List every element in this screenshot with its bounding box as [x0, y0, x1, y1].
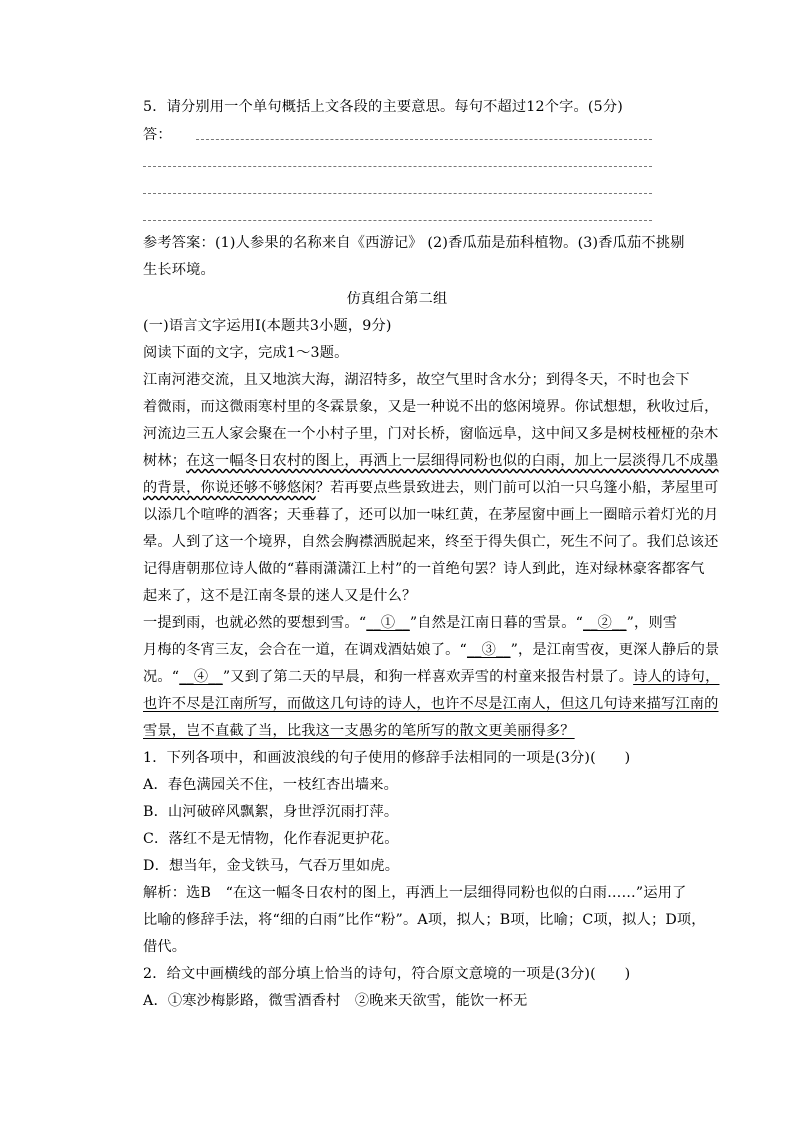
- question-1-option-c: C．落红不是无情物，化作春泥更护花。: [143, 831, 399, 847]
- section-title: 仿真组合第二组: [346, 291, 448, 307]
- answer-line-3: [143, 193, 652, 194]
- question-1-analysis-line: 解析：选B “在这一幅冬日农村的图上，再洒上一层细得同粉也似的白雨……”运用了: [143, 885, 687, 901]
- part-title: (一)语言文字运用Ⅰ(本题共3小题，9分): [143, 318, 392, 334]
- passage-line: 以添几个喧哗的酒客；天垂暮了，还可以加一味红黄，在茅屋窗中画上一圈暗示着灯光的月: [143, 507, 719, 523]
- passage-line: [143, 613, 677, 633]
- passage-line: 河流边三五人家会聚在一个小村子里，门对长桥，窗临远阜，这中间又多是树枝桠桠的杂木: [143, 426, 719, 442]
- answer-label: 答：: [143, 127, 172, 143]
- wavy-underlined-sentence-end: 的背景，你说还够不够悠闲: [143, 480, 316, 496]
- question-2-stem: 2．给文中画横线的部分填上恰当的诗句，符合原文意境的一项是(3分)( ): [143, 966, 631, 982]
- reference-answer-line-1: 参考答案：(1)人参果的名称来自《西游记》 (2)香瓜茄是茄科植物。(3)香瓜茄不挑剔: [143, 235, 685, 251]
- blank-1: __①__: [366, 615, 410, 631]
- underlined-sentence: 诗人的诗句，: [633, 669, 720, 685]
- answer-line-2: [143, 166, 652, 167]
- passage-text: 况。“: [143, 669, 180, 685]
- blank-4: __④__: [179, 669, 223, 685]
- passage-text: ”，是江南雪夜，更深人静后的景: [510, 642, 720, 658]
- passage-line: 着微雨，而这微雨寒村里的冬霖景象，又是一种说不出的悠闲境界。你试想想，秋收过后，: [143, 399, 719, 415]
- passage-text: 树林；: [143, 453, 187, 469]
- question-1-option-d: D．想当年，金戈铁马，气吞万里如虎。: [143, 858, 400, 874]
- question-1-option-a: A．春色满园关不住，一枝红杏出墙来。: [143, 777, 399, 793]
- passage-text: ？若再要点些景致进去，则门前可以泊一只乌篷小船，茅屋里可: [315, 480, 719, 496]
- reading-instruction: 阅读下面的文字，完成1～3题。: [143, 345, 349, 361]
- passage-text: ”，则雪: [626, 615, 678, 631]
- blank-3: __③__: [466, 642, 511, 658]
- question-1-analysis-line: 借代。: [143, 939, 187, 955]
- passage-line: [143, 667, 719, 687]
- passage-line: [143, 451, 719, 471]
- passage-line: [143, 694, 719, 714]
- passage-line: 晕。人到了这一个境界，自然会胸襟洒脱起来，终至于得失俱亡，死生不问了。我们总该还: [143, 534, 719, 550]
- blank-2: __②__: [583, 615, 627, 631]
- passage-line: 江南河港交流，且又地滨大海，湖沼特多，故空气里时含水分；到得冬天，不时也会下: [143, 372, 690, 388]
- question-5-prompt: 5．请分别用一个单句概括上文各段的主要意思。每句不超过12个字。(5分): [143, 99, 624, 115]
- question-1-option-b: B．山河破碎风飘絮，身世浮沉雨打萍。: [143, 804, 399, 820]
- question-1-stem: 1．下列各项中，和画波浪线的句子使用的修辞手法相同的一项是(3分)( ): [143, 750, 631, 766]
- passage-line: [143, 640, 719, 660]
- passage-line: 起来了，这不是江南冬景的迷人又是什么？: [143, 588, 417, 604]
- answer-line-4: [143, 220, 652, 221]
- passage-text: ”又到了第二天的早晨，和狗一样喜欢弄雪的村童来报告村景了。: [222, 669, 634, 685]
- passage-line: [143, 721, 575, 741]
- passage-text: ”自然是江南日暮的雪景。“: [409, 615, 584, 631]
- passage-text: 月梅的冬宵三友，会合在一道，在调戏酒姑娘了。“: [143, 642, 467, 658]
- passage-line: 记得唐朝那位诗人做的“暮雨潇潇江上村”的一首绝句罢？诗人到此，连对绿林豪客都客气: [143, 561, 705, 577]
- question-1-analysis-line: 比喻的修辞手法，将“细的白雨”比作“粉”。A项，拟人；B项，比喻；C项，拟人；D项，: [143, 912, 706, 928]
- question-2-option-a: A．①寒沙梅影路，微雪酒香村 ②晚来天欲雪，能饮一杯无: [143, 993, 528, 1009]
- wavy-underlined-sentence: 在这一幅冬日农村的图上，再洒上一层细得同粉也似的白雨，加上一层淡得几不成墨: [186, 453, 719, 469]
- passage-line: [143, 478, 719, 498]
- answer-line-1: [196, 139, 652, 140]
- underlined-sentence-end: 雪景，岂不直截了当，比我这一支愚劣的笔所写的散文更美丽得多？: [143, 723, 575, 739]
- passage-text: 一提到雨，也就必然的要想到雪。“: [143, 615, 367, 631]
- reference-answer-line-2: 生长环境。: [143, 262, 215, 278]
- underlined-sentence-cont: 也许不尽是江南所写，而做这几句诗的诗人，也许不尽是江南人，但这几句诗来描写江南的: [143, 696, 719, 712]
